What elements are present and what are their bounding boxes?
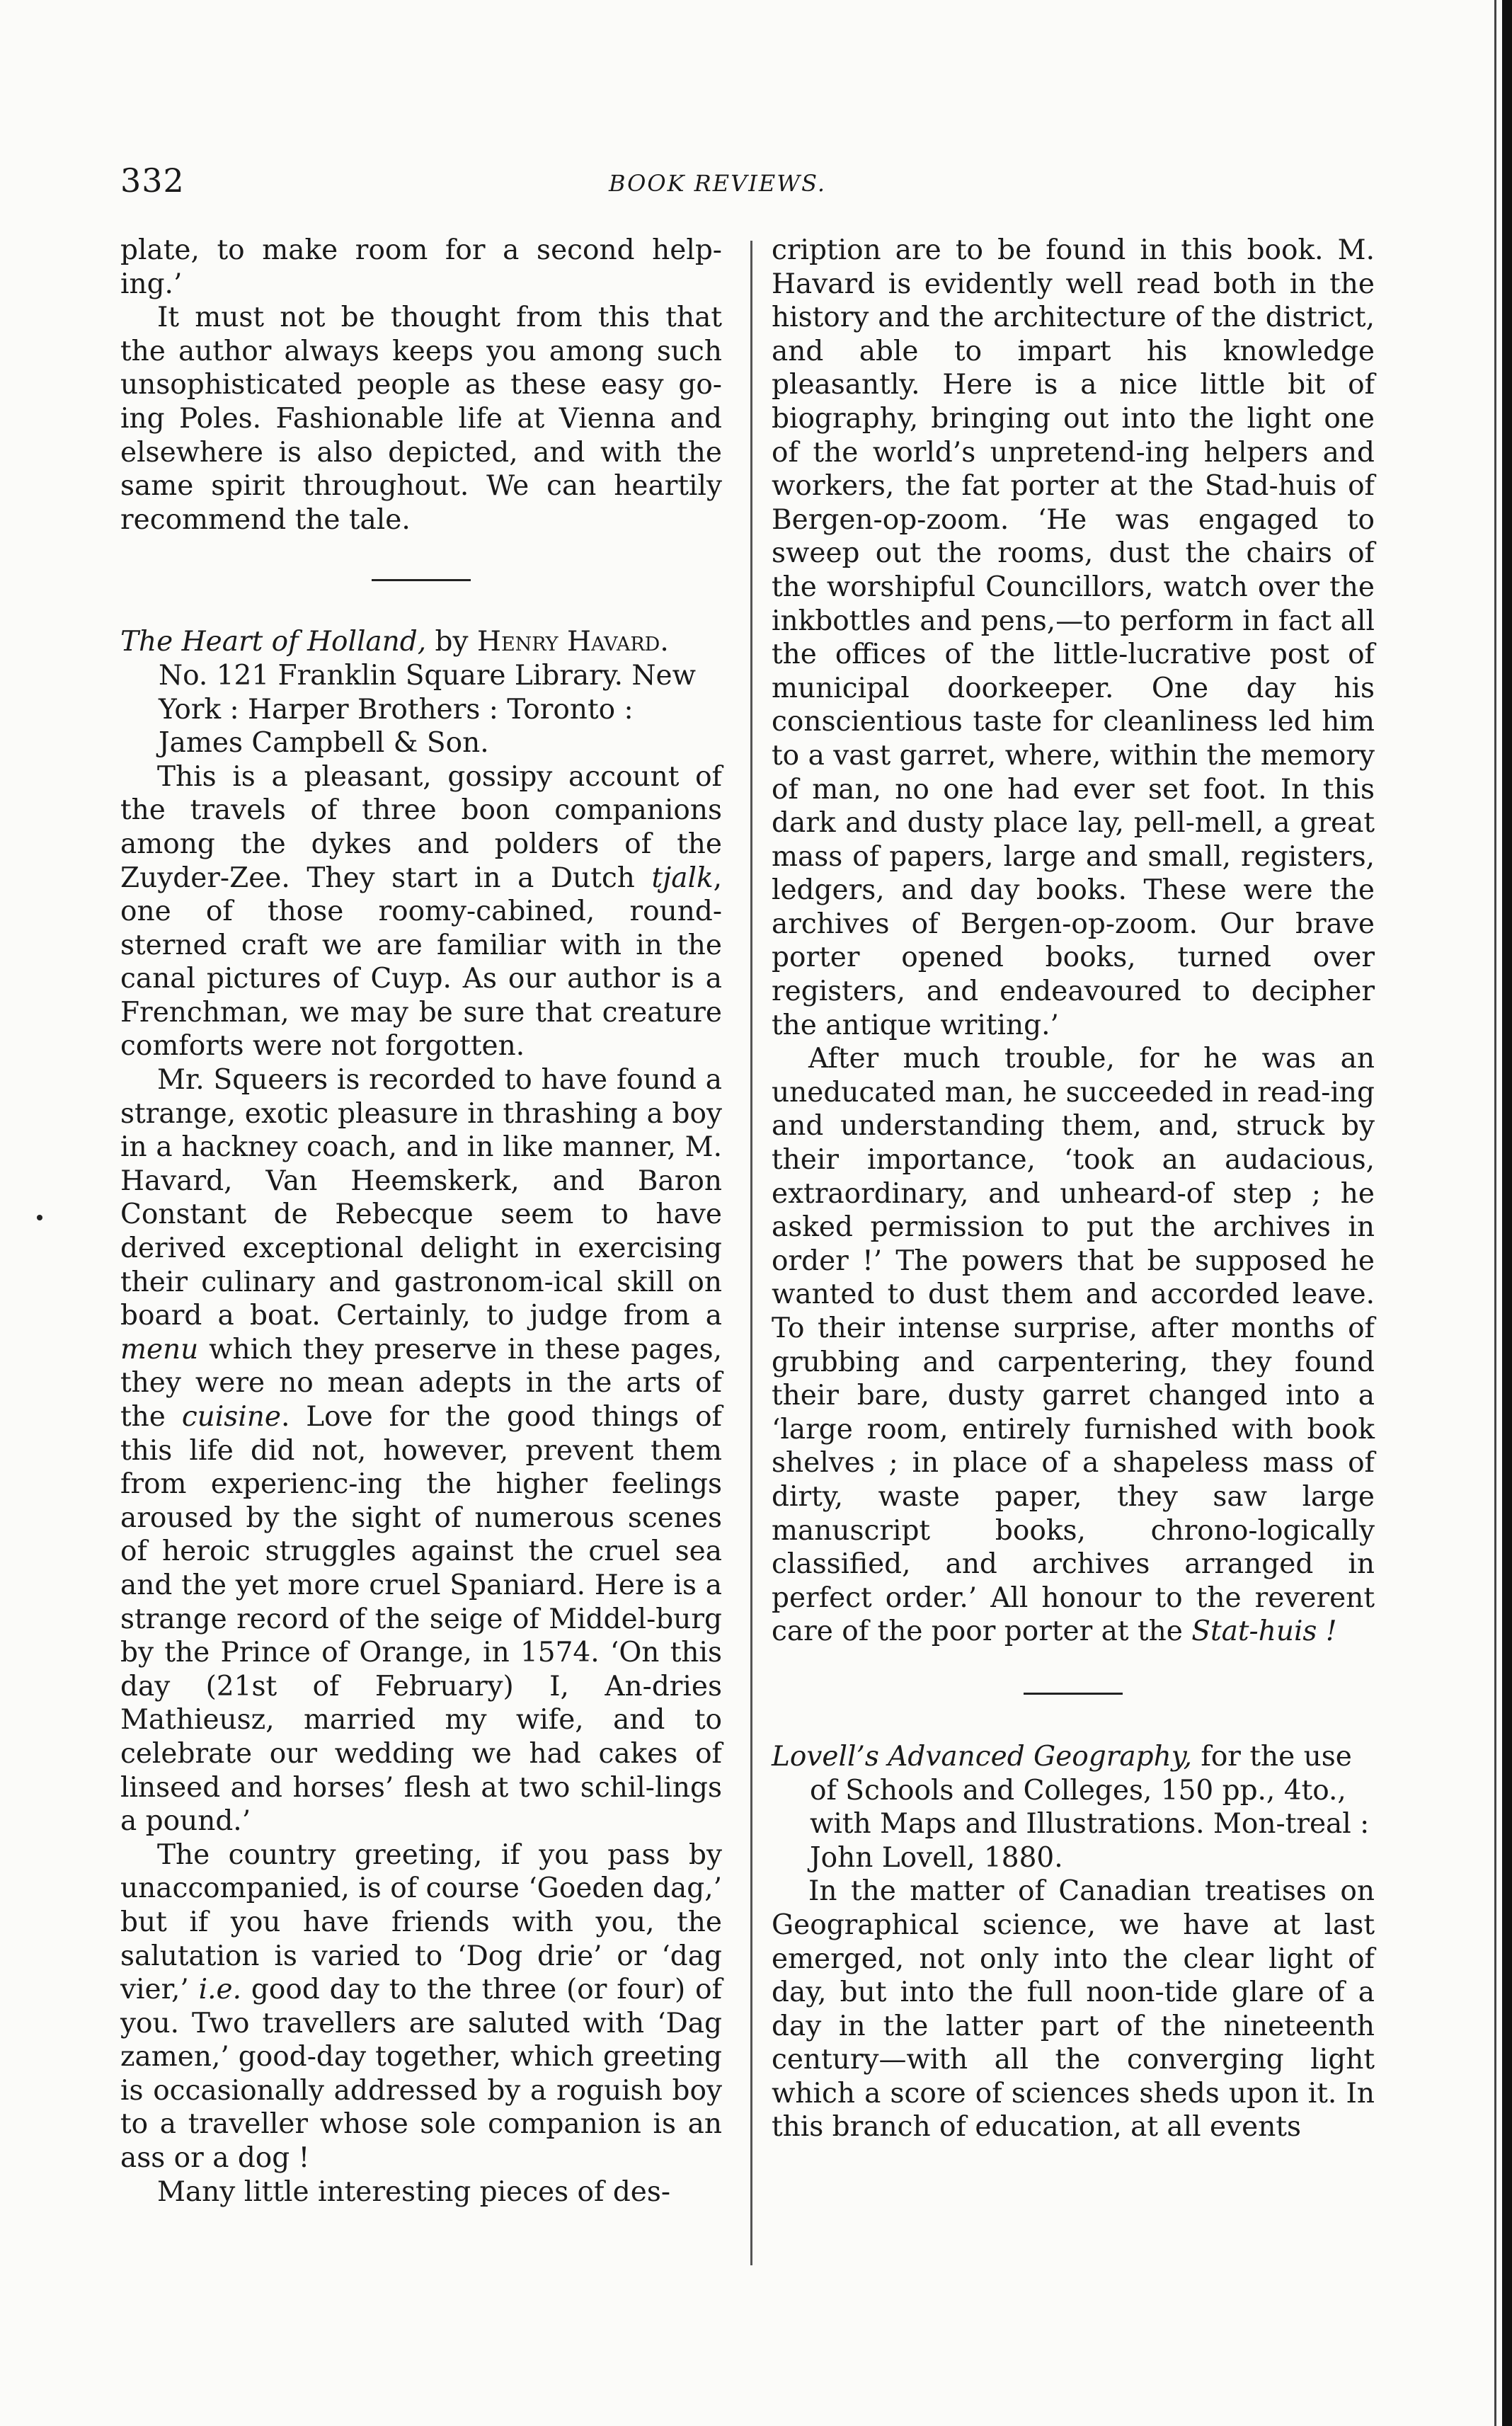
paragraph: cription are to be found in this book. M. Havard is evidently well read both in the history and the architecture of the district, and able to impart his knowledge pleasantly. Here is a nice little bit of biography, bringing out into the light one of the world’s unpretend-ing helpers and workers, the fat porter at the Stad-huis of Bergen-op-zoom. ‘He was engaged to sweep out the rooms, dust the chairs of the worshipful Councillors, watch over the inkbottles and pens,—to perform in fact all the offices of the little-lucrative post of municipal doorkeeper. One day his conscientious taste for cleanliness led him to a vast garret, where, within the memory of man, no one had ever set foot. In this dark and dusty place lay, pell-mell, a great mass of papers, large and small, registers, ledgers, and day books. These were the archives of Bergen-op-zoom. Our brave porter opened books, turned over registers, and endeavoured to decipher the antique writing.’: [772, 234, 1375, 1041]
stray-mark: [37, 1215, 42, 1220]
left-column: [120, 234, 722, 2209]
book-publication: No. 121 Franklin Square Library. New York : Harper Brothers : Toronto : James Campbell & Son.: [159, 659, 696, 760]
review-entry-heading: The Heart of Holland, by Henry Havard. No. 121 Franklin Square Library. New York : Harper Brothers : Toronto : James Campbell & Son.: [120, 626, 696, 760]
running-title: BOOK REVIEWS.: [609, 170, 827, 197]
column-divider: [750, 241, 752, 2265]
review-entry-heading: [772, 1740, 1375, 1875]
paragraph: plate, to make room for a second help-ing.’: [120, 234, 722, 300]
book-publication: for the use of Schools and Colleges, 150 pp., 4to., with Maps and Illustrations. Mon-treal : John Lovell, 1880.: [810, 1740, 1370, 1874]
book-title: Lovell’s Advanced Geography,: [772, 1740, 1192, 1773]
page-number: 332: [120, 161, 185, 200]
right-column: [772, 234, 1375, 2144]
paragraph: Mr. Squeers is recorded to have found a strange, exotic pleasure in thrashing a boy in a hackney coach, and in like manner, M. Havard, Van Heemskerk, and Baron Constant de Rebecque seem to have derived exceptional delight in exercising their culinary and gastronom-ical skill on board a boat. Certainly, to judge from a menu which they preserve in these pages, they were no mean adepts in the arts of the cuisine. Love for the good things of this life did not, however, prevent them from experienc-ing the higher feelings aroused by the sight of numerous scenes of heroic struggles against the cruel sea and the yet more cruel Spaniard. Here is a strange record of the seige of Middel-burg by the Prince of Orange, in 1574. ‘On this day (21st of February) I, An-dries Mathieusz, married my wife, and to celebrate our wedding we had cakes of linseed and horses’ flesh at two schil-lings a pound.’: [120, 1064, 722, 1838]
section-rule: [1024, 1693, 1123, 1695]
paragraph: The country greeting, if you pass by unaccompanied, is of course ‘Goeden dag,’ but if you have friends with you, the salutation is varied to ‘Dog drie’ or ‘dag vier,’ i.e. good day to the three (or four) of you. Two travellers are saluted with ‘Dag zamen,’ good-day together, which greeting is occasionally addressed by a roguish boy to a traveller whose sole companion is an ass or a dog !: [120, 1838, 723, 2175]
paragraph: This is a pleasant, gossipy account of the travels of three boon companions among the dykes and polders of the Zuyder-Zee. They start in a Dutch tjalk, one of those roomy-cabined, round-sterned craft we are familiar with in the canal pictures of Cuyp. As our author is a Frenchman, we may be sure that creature comforts were not forgotten.: [120, 760, 722, 1063]
paragraph: Many little interesting pieces of des-: [157, 2175, 671, 2208]
section-rule: [372, 579, 471, 581]
book-author: Henry Havard.: [476, 626, 669, 658]
paragraph: It must not be thought from this that the author always keeps you among such unsophisticated people as these easy go-ing Poles. Fashionable life at Vienna and elsewhere is also depicted, and with the same spirit throughout. We can heartily recommend the tale.: [120, 302, 722, 536]
page-edge: [1502, 0, 1512, 2426]
paragraph: After much trouble, for he was an uneducated man, he succeeded in read-ing and understanding them, and, struck by their importance, ‘took an audacious, extraordinary, and unheard-of step ; he asked permission to put the archives in order !’ The powers that be supposed he wanted to dust them and accorded leave. To their intense surprise, after months of grubbing and carpentering, they found their bare, dusty garret changed into a ‘large room, entirely furnished with book shelves ; in place of a shapeless mass of dirty, waste paper, they saw large manuscript books, chrono-logically classified, and archives arranged in perfect order.’ All honour to the reverent care of the poor porter at the Stat-huis !: [772, 1043, 1375, 1648]
page-header: [120, 161, 1394, 211]
paragraph: In the matter of Canadian treatises on Geographical science, we have at last emerged, not only into the clear light of day, but into the full noon-tide glare of a day in the latter part of the nineteenth century—with all the converging light which a score of sciences sheds upon it. In this branch of education, at all events: [772, 1875, 1375, 2144]
page-edge-line: [1494, 0, 1496, 2426]
book-title: The Heart of Holland,: [120, 626, 427, 658]
